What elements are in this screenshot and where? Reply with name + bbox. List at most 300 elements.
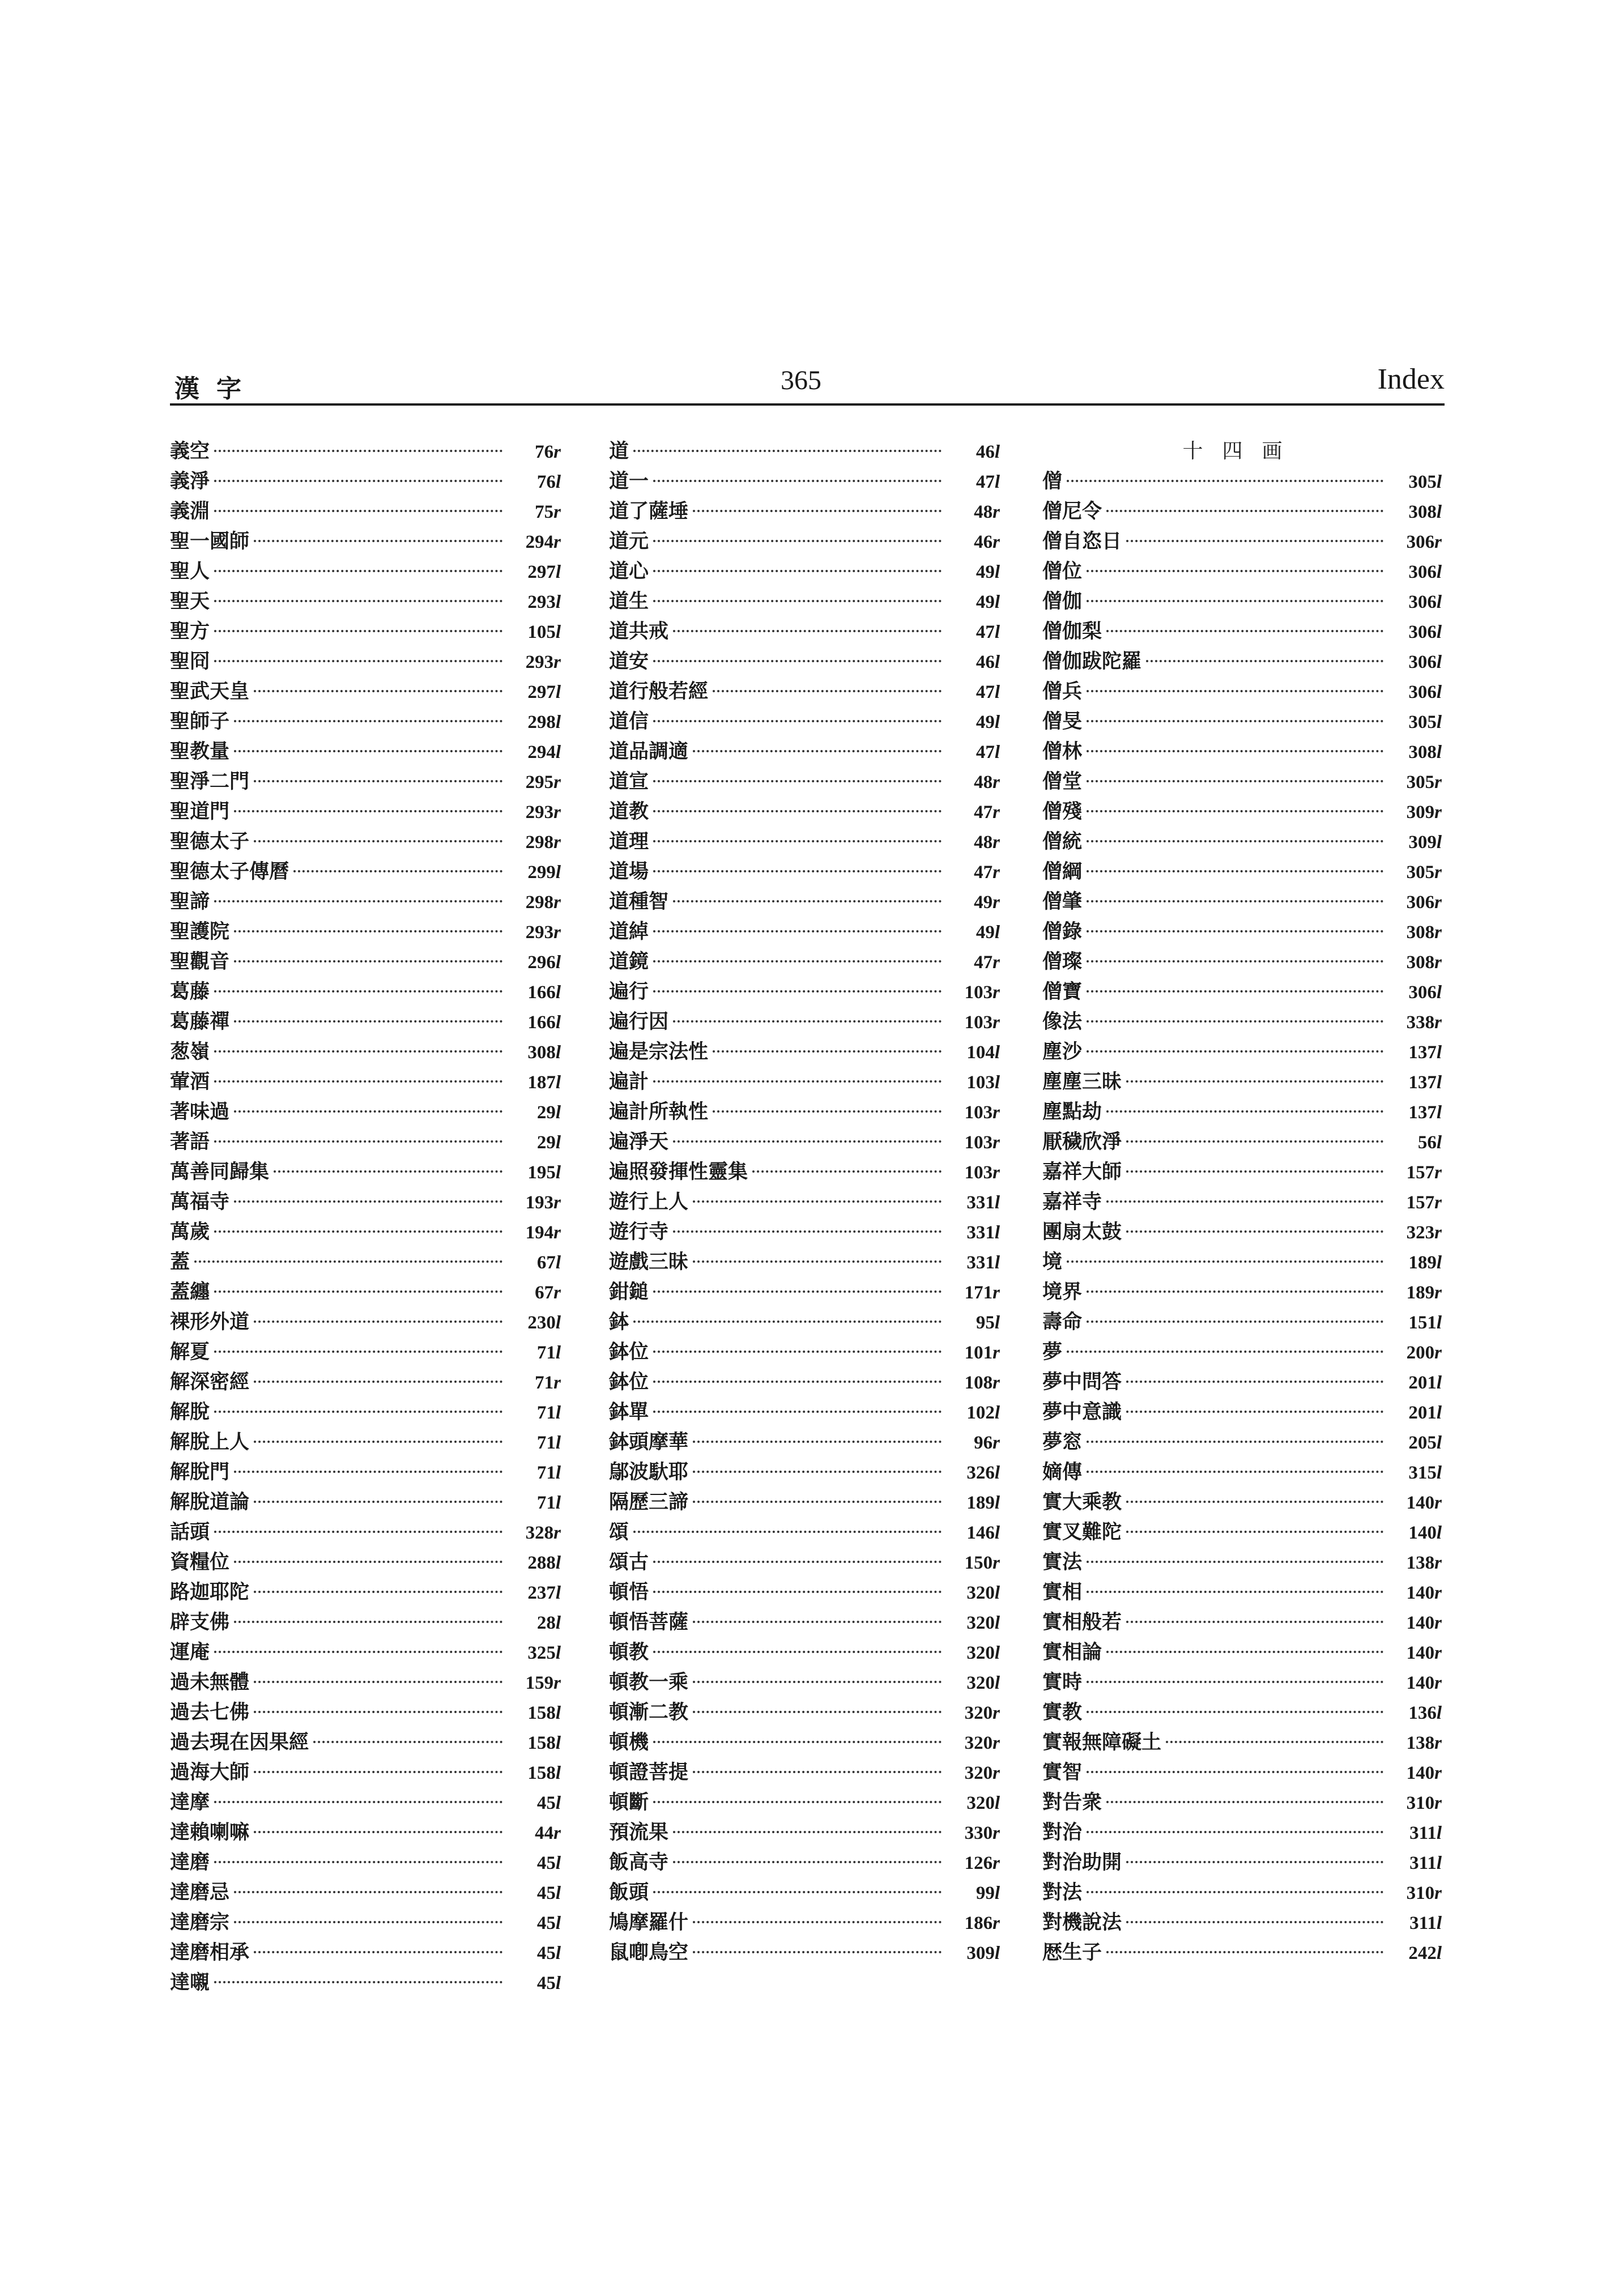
- entry-page-side: l: [1436, 1042, 1442, 1063]
- entry-page-ref: [946, 1909, 1000, 1939]
- entry-term: 解夏: [170, 1340, 210, 1364]
- entry-term: 僧殘: [1042, 800, 1083, 823]
- entry-page-ref: [507, 768, 561, 798]
- entry-term: 聖道門: [170, 800, 230, 823]
- entry-page-side: l: [1436, 742, 1442, 763]
- dot-leader: [1087, 1711, 1383, 1713]
- entry-term: 頓斷: [609, 1791, 649, 1814]
- entry-page-number: 56: [1417, 1132, 1437, 1153]
- entry-page-number: 320: [966, 1613, 995, 1633]
- index-entry: [1042, 1307, 1442, 1337]
- entry-page-number: 331: [966, 1222, 995, 1243]
- entry-page-side: r: [553, 802, 561, 823]
- entry-term: 道鏡: [609, 950, 649, 973]
- entry-page-ref: [507, 1248, 561, 1278]
- entry-page-side: l: [555, 1042, 561, 1063]
- index-entry: [609, 1127, 1000, 1157]
- entry-page-number: 138: [1406, 1553, 1435, 1573]
- entry-page-ref: [946, 1308, 1000, 1338]
- entry-term: 聖觀音: [170, 950, 230, 973]
- index-entry: [609, 1607, 1000, 1637]
- entry-page-ref: [507, 1969, 561, 1999]
- entry-term: 道: [609, 440, 629, 463]
- entry-page-number: 71: [536, 1403, 556, 1423]
- index-entry: [609, 1217, 1000, 1247]
- index-entry: [609, 1037, 1000, 1067]
- index-entry: [609, 1307, 1000, 1337]
- dot-leader: [673, 1140, 942, 1143]
- index-entry: [609, 1517, 1000, 1547]
- entry-page-side: r: [1434, 952, 1442, 973]
- entry-page-ref: [1388, 858, 1442, 888]
- entry-page-number: 103: [964, 1132, 993, 1153]
- entry-term: 飯高寺: [609, 1851, 669, 1874]
- entry-term: 道了薩埵: [609, 500, 689, 523]
- index-entry: [170, 1877, 561, 1907]
- entry-term: 解深密經: [170, 1370, 250, 1394]
- entry-term: 道教: [609, 800, 649, 823]
- entry-term: 聖淨二門: [170, 770, 250, 793]
- index-entry: [1042, 1937, 1442, 1967]
- entry-page-ref: [1388, 1308, 1442, 1338]
- entry-term: 聖教量: [170, 740, 230, 763]
- entry-page-ref: [507, 467, 561, 497]
- entry-term: 僧寶: [1042, 980, 1083, 1003]
- entry-page-number: 305: [1406, 862, 1435, 883]
- entry-page-side: l: [555, 562, 561, 582]
- dot-leader: [653, 840, 942, 842]
- entry-page-number: 136: [1408, 1703, 1437, 1723]
- entry-page-ref: [946, 1458, 1000, 1488]
- index-entry: [170, 827, 561, 857]
- index-entry: [1042, 1067, 1442, 1097]
- entry-page-side: l: [555, 592, 561, 612]
- entry-term: 對法: [1042, 1881, 1083, 1904]
- index-entry: [1042, 1247, 1442, 1277]
- dot-leader: [1126, 1381, 1383, 1383]
- entry-term: 嫡傳: [1042, 1460, 1083, 1484]
- index-entry: [170, 1097, 561, 1127]
- index-entry: [609, 1187, 1000, 1217]
- entry-page-number: 71: [536, 1493, 556, 1513]
- entry-term: 境: [1042, 1250, 1063, 1273]
- entry-page-side: r: [992, 1433, 1000, 1453]
- entry-term: 僧肇: [1042, 890, 1083, 913]
- entry-page-ref: [1388, 1368, 1442, 1398]
- entry-page-side: l: [555, 1913, 561, 1933]
- entry-page-side: l: [994, 442, 1000, 462]
- entry-page-ref: [946, 617, 1000, 648]
- entry-page-side: r: [992, 1162, 1000, 1183]
- entry-page-number: 306: [1408, 652, 1437, 672]
- entry-term: 鳩摩羅什: [609, 1911, 689, 1934]
- index-entry: [1042, 1097, 1442, 1127]
- entry-page-side: r: [1434, 1643, 1442, 1663]
- entry-page-number: 325: [527, 1643, 556, 1663]
- entry-page-side: l: [994, 1072, 1000, 1093]
- entry-page-number: 137: [1408, 1072, 1437, 1093]
- entry-page-ref: [507, 1398, 561, 1428]
- dot-leader: [254, 840, 502, 842]
- page-header: [170, 358, 1445, 406]
- entry-page-side: l: [994, 1313, 1000, 1333]
- index-entry: [609, 436, 1000, 466]
- entry-page-side: l: [555, 1703, 561, 1723]
- entry-page-ref: [1388, 708, 1442, 738]
- dot-leader: [673, 1861, 942, 1863]
- dot-leader: [1087, 1591, 1383, 1593]
- entry-page-side: l: [994, 922, 1000, 943]
- entry-page-number: 330: [964, 1823, 993, 1843]
- entry-page-side: l: [1436, 712, 1442, 732]
- entry-page-number: 49: [974, 892, 993, 913]
- dot-leader: [214, 1290, 502, 1293]
- entry-term: 聖冏: [170, 650, 210, 673]
- dot-leader: [1126, 1230, 1383, 1233]
- entry-term: 道行般若經: [609, 680, 709, 703]
- dot-leader: [1087, 720, 1383, 722]
- dot-leader: [214, 1651, 502, 1653]
- index-entry: [170, 1127, 561, 1157]
- entry-term: 聖師子: [170, 710, 230, 733]
- entry-term: 團扇太鼓: [1042, 1220, 1122, 1243]
- entry-term: 聖人: [170, 560, 210, 583]
- entry-page-number: 45: [536, 1943, 556, 1963]
- entry-page-side: l: [1436, 1913, 1442, 1933]
- entry-page-side: l: [994, 1463, 1000, 1483]
- entry-term: 蓋: [170, 1250, 190, 1273]
- entry-term: 壽命: [1042, 1310, 1083, 1334]
- index-entry: [1042, 1337, 1442, 1367]
- dot-leader: [1126, 1411, 1383, 1413]
- dot-leader: [1087, 570, 1383, 572]
- dot-leader: [1087, 1771, 1383, 1773]
- index-entry: [1042, 1277, 1442, 1307]
- entry-term: 達磨忌: [170, 1881, 230, 1904]
- entry-page-number: 311: [1409, 1913, 1437, 1933]
- entry-page-ref: [1388, 828, 1442, 858]
- index-entry: [609, 1397, 1000, 1427]
- entry-page-side: l: [1436, 1463, 1442, 1483]
- entry-page-side: l: [1436, 1313, 1442, 1333]
- dot-leader: [693, 1921, 942, 1923]
- index-entry: [609, 1787, 1000, 1817]
- entry-page-number: 320: [966, 1583, 995, 1603]
- index-entry: [170, 1907, 561, 1937]
- entry-page-side: r: [992, 982, 1000, 1003]
- index-entry: [170, 917, 561, 947]
- entry-page-number: 71: [536, 1343, 556, 1363]
- index-entry: [1042, 1577, 1442, 1607]
- entry-page-side: l: [555, 952, 561, 973]
- dot-leader: [254, 1951, 502, 1953]
- entry-term: 隔歷三諦: [609, 1490, 689, 1514]
- entry-page-side: l: [1436, 1703, 1442, 1723]
- entry-term: 運庵: [170, 1641, 210, 1664]
- entry-page-ref: [1388, 1248, 1442, 1278]
- entry-page-side: r: [553, 1222, 561, 1243]
- entry-term: 解脫: [170, 1400, 210, 1424]
- index-entry: [609, 887, 1000, 917]
- entry-page-number: 158: [527, 1703, 556, 1723]
- entry-term: 實大乘教: [1042, 1490, 1122, 1514]
- entry-page-ref: [507, 497, 561, 527]
- entry-page-ref: [507, 1338, 561, 1368]
- entry-term: 辟支佛: [170, 1611, 230, 1634]
- index-entry: [609, 1697, 1000, 1727]
- entry-page-side: l: [555, 1733, 561, 1753]
- entry-page-ref: [1388, 497, 1442, 527]
- entry-page-ref: [1388, 678, 1442, 708]
- index-entry: [1042, 917, 1442, 947]
- entry-page-ref: [1388, 1188, 1442, 1218]
- entry-page-ref: [507, 1638, 561, 1668]
- entry-page-side: r: [1434, 1553, 1442, 1573]
- entry-page-side: r: [553, 1192, 561, 1213]
- dot-leader: [653, 1561, 942, 1563]
- entry-page-side: l: [555, 1463, 561, 1483]
- entry-page-side: l: [555, 1072, 561, 1093]
- entry-page-number: 96: [974, 1433, 993, 1453]
- entry-term: 達摩: [170, 1791, 210, 1814]
- dot-leader: [214, 570, 502, 572]
- entry-page-number: 29: [536, 1132, 556, 1153]
- entry-term: 厭穢欣淨: [1042, 1130, 1122, 1153]
- entry-page-side: l: [1436, 652, 1442, 672]
- entry-term: 實時: [1042, 1671, 1083, 1694]
- entry-page-side: l: [994, 562, 1000, 582]
- entry-page-number: 157: [1406, 1162, 1435, 1183]
- entry-page-side: l: [994, 592, 1000, 612]
- dot-leader: [653, 720, 942, 722]
- index-entry: [1042, 676, 1442, 706]
- entry-page-ref: [507, 1068, 561, 1098]
- entry-page-number: 306: [1406, 892, 1435, 913]
- dot-leader: [693, 1621, 942, 1623]
- entry-page-number: 71: [535, 1373, 554, 1393]
- index-entry: [170, 1367, 561, 1397]
- entry-term: 頓證菩提: [609, 1761, 689, 1784]
- dot-leader: [254, 1591, 502, 1593]
- entry-page-side: r: [992, 1853, 1000, 1873]
- entry-page-side: l: [994, 1253, 1000, 1273]
- index-entry: [609, 1577, 1000, 1607]
- entry-page-side: r: [992, 1913, 1000, 1933]
- entry-page-ref: [507, 828, 561, 858]
- index-entry: [1042, 827, 1442, 857]
- dot-leader: [1087, 1020, 1383, 1023]
- dot-leader: [653, 1411, 942, 1413]
- index-entry: [1042, 1427, 1442, 1457]
- index-entry: [1042, 1907, 1442, 1937]
- entry-term: 頓漸二教: [609, 1701, 689, 1724]
- entry-page-ref: [946, 1878, 1000, 1909]
- entry-term: 葛藤禪: [170, 1010, 230, 1033]
- entry-page-ref: [946, 1428, 1000, 1458]
- entry-page-ref: [507, 1698, 561, 1728]
- entry-page-ref: [1388, 467, 1442, 497]
- entry-page-side: l: [1436, 1433, 1442, 1453]
- entry-page-number: 46: [975, 652, 995, 672]
- entry-page-side: l: [555, 1613, 561, 1633]
- entry-page-ref: [1388, 1008, 1442, 1038]
- entry-page-side: l: [555, 1162, 561, 1183]
- entry-page-ref: [946, 1848, 1000, 1878]
- entry-page-ref: [507, 527, 561, 557]
- entry-page-side: l: [555, 712, 561, 732]
- entry-term: 鉢頭摩華: [609, 1430, 689, 1454]
- entry-page-side: r: [1434, 532, 1442, 552]
- entry-term: 葱嶺: [170, 1040, 210, 1063]
- entry-term: 義空: [170, 440, 210, 463]
- entry-page-side: r: [553, 832, 561, 853]
- index-entry: [609, 1937, 1000, 1967]
- entry-page-ref: [1388, 1758, 1442, 1788]
- dot-leader: [713, 690, 942, 692]
- dot-leader: [214, 660, 502, 662]
- entry-page-side: l: [994, 1583, 1000, 1603]
- entry-page-ref: [507, 858, 561, 888]
- index-entry: [1042, 1457, 1442, 1487]
- dot-leader: [234, 1891, 502, 1893]
- index-entry: [1042, 1547, 1442, 1577]
- entry-page-side: l: [994, 712, 1000, 732]
- entry-page-number: 47: [974, 952, 993, 973]
- entry-page-side: l: [555, 1973, 561, 1993]
- entry-page-number: 158: [527, 1763, 556, 1783]
- index-entry: [170, 1517, 561, 1547]
- entry-term: 遍照發揮性靈集: [609, 1160, 748, 1183]
- dot-leader: [214, 630, 502, 632]
- entry-page-side: r: [992, 502, 1000, 522]
- entry-page-number: 49: [975, 922, 995, 943]
- entry-page-ref: [946, 978, 1000, 1008]
- entry-page-number: 138: [1406, 1733, 1435, 1753]
- entry-page-number: 308: [1406, 922, 1435, 943]
- dot-leader: [693, 1501, 942, 1503]
- entry-page-number: 140: [1406, 1493, 1435, 1513]
- entry-term: 道安: [609, 650, 649, 673]
- entry-page-ref: [507, 1458, 561, 1488]
- entry-page-ref: [1388, 978, 1442, 1008]
- entry-term: 遊行寺: [609, 1220, 669, 1243]
- entry-term: 實叉難陀: [1042, 1520, 1122, 1544]
- index-column-2: [609, 436, 1000, 1967]
- entry-page-side: l: [1436, 982, 1442, 1003]
- entry-page-ref: [1388, 1398, 1442, 1428]
- entry-page-side: r: [1434, 1613, 1442, 1633]
- entry-page-side: r: [992, 1553, 1000, 1573]
- dot-leader: [653, 570, 942, 572]
- dot-leader: [234, 1110, 502, 1113]
- dot-leader: [653, 1891, 942, 1893]
- dot-leader: [1106, 1110, 1383, 1113]
- entry-page-ref: [507, 1278, 561, 1308]
- entry-page-side: l: [555, 1313, 561, 1333]
- entry-page-side: r: [1434, 1222, 1442, 1243]
- entry-page-ref: [1388, 648, 1442, 678]
- entry-page-number: 75: [535, 502, 554, 522]
- entry-term: 達磨: [170, 1851, 210, 1874]
- entry-page-number: 103: [964, 982, 993, 1003]
- index-entry: [170, 1667, 561, 1697]
- header-index-label: Index: [1377, 363, 1445, 395]
- entry-page-number: 189: [1408, 1253, 1437, 1273]
- entry-page-ref: [946, 1518, 1000, 1548]
- entry-page-side: r: [992, 1012, 1000, 1033]
- index-entry: [170, 1847, 561, 1877]
- page-number: 365: [781, 365, 821, 395]
- index-entry: [1042, 1217, 1442, 1247]
- entry-term: 萬善同歸集: [170, 1160, 270, 1183]
- dot-leader: [214, 1050, 502, 1053]
- entry-page-number: 311: [1409, 1823, 1437, 1843]
- entry-page-side: l: [555, 682, 561, 702]
- dot-leader: [1087, 600, 1383, 602]
- entry-page-number: 230: [527, 1313, 556, 1333]
- entry-page-number: 315: [1408, 1463, 1437, 1483]
- index-entry: [170, 1337, 561, 1367]
- dot-leader: [1126, 1921, 1383, 1923]
- entry-page-number: 45: [536, 1793, 556, 1813]
- entry-page-ref: [507, 1218, 561, 1248]
- entry-page-side: l: [1436, 1132, 1442, 1153]
- index-entry: [170, 1637, 561, 1667]
- entry-page-ref: [1388, 918, 1442, 948]
- entry-term: 達磨宗: [170, 1911, 230, 1934]
- entry-page-ref: [507, 888, 561, 918]
- entry-page-ref: [946, 1788, 1000, 1818]
- dot-leader: [633, 450, 942, 452]
- entry-page-ref: [946, 1038, 1000, 1068]
- entry-page-number: 298: [527, 712, 556, 732]
- dot-leader: [1166, 1741, 1383, 1743]
- dot-leader: [214, 1140, 502, 1143]
- index-entry: [1042, 1127, 1442, 1157]
- entry-term: 像法: [1042, 1010, 1083, 1033]
- index-entry: [609, 496, 1000, 526]
- entry-page-side: r: [1434, 862, 1442, 883]
- entry-page-number: 171: [964, 1283, 993, 1303]
- entry-page-side: l: [1436, 1403, 1442, 1423]
- dot-leader: [653, 1080, 942, 1083]
- entry-page-side: l: [555, 1132, 561, 1153]
- entry-page-ref: [946, 467, 1000, 497]
- entry-term: 夢中意識: [1042, 1400, 1122, 1424]
- entry-page-side: l: [1436, 832, 1442, 853]
- index-entry: [1042, 1667, 1442, 1697]
- entry-page-side: l: [994, 472, 1000, 492]
- index-entry: [170, 1187, 561, 1217]
- entry-page-side: l: [994, 652, 1000, 672]
- index-entry: [609, 1337, 1000, 1367]
- dot-leader: [1087, 1050, 1383, 1053]
- entry-page-ref: [507, 1818, 561, 1848]
- entry-term: 道元: [609, 530, 649, 553]
- entry-page-side: l: [994, 1042, 1000, 1063]
- dot-leader: [653, 660, 942, 662]
- entry-term: 僧璨: [1042, 950, 1083, 973]
- entry-page-number: 45: [536, 1853, 556, 1873]
- entry-page-side: r: [992, 1132, 1000, 1153]
- index-entry: [609, 1067, 1000, 1097]
- entry-page-number: 140: [1406, 1643, 1435, 1663]
- index-entry: [609, 1457, 1000, 1487]
- entry-term: 過海大師: [170, 1761, 250, 1784]
- index-entry: [1042, 646, 1442, 676]
- entry-page-side: r: [553, 922, 561, 943]
- dot-leader: [1087, 900, 1383, 902]
